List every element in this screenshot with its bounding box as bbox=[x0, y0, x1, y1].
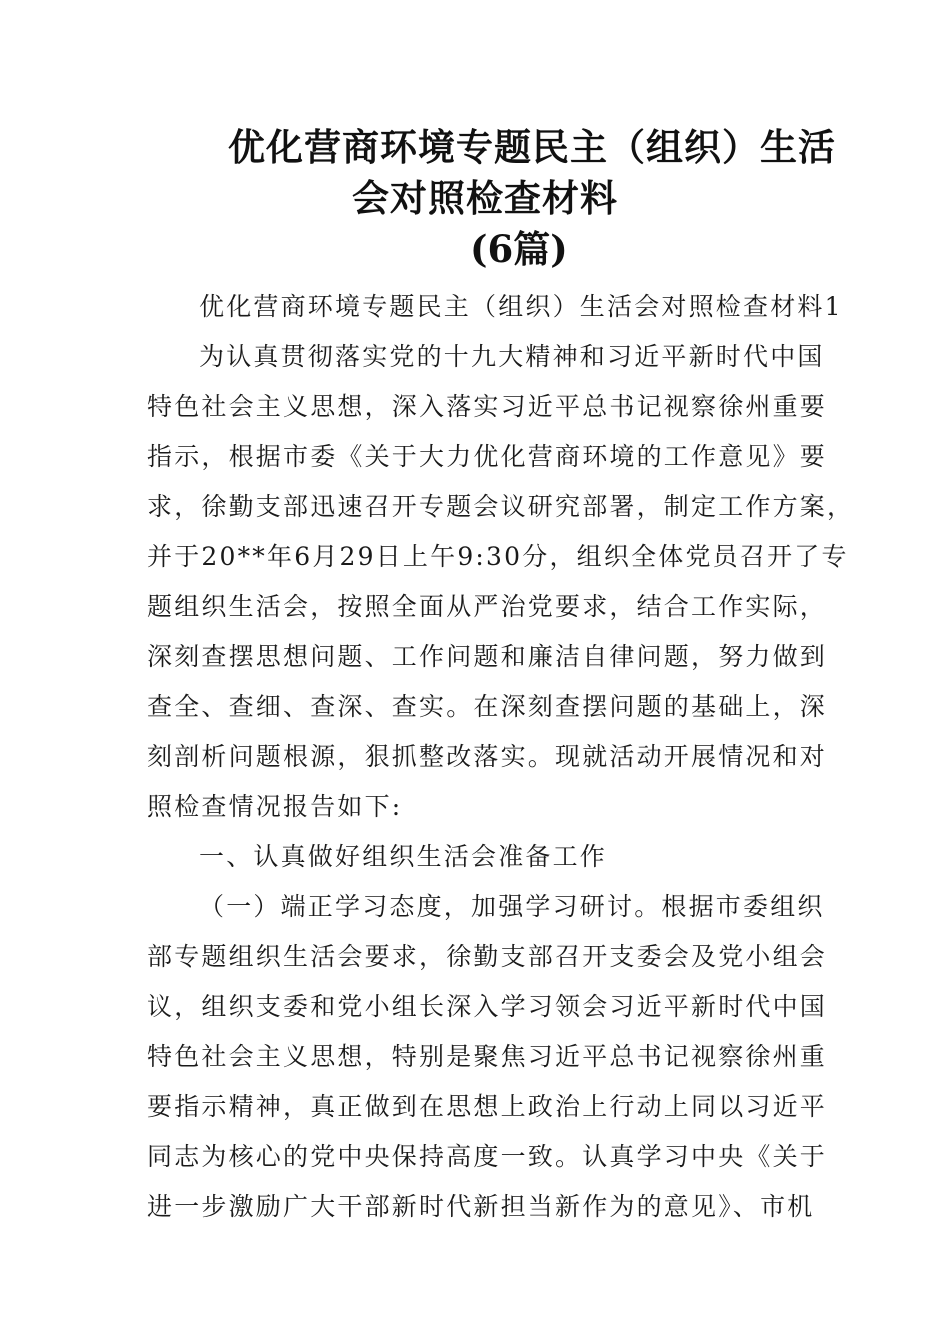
paragraph-line: 题组织生活会，按照全面从严治党要求，结合工作实际， bbox=[147, 592, 828, 621]
paragraph-line: 特色社会主义思想，深入落实习近平总书记视察徐州重要 bbox=[147, 392, 828, 421]
paragraph-line: 求，徐勤支部迅速召开专题会议研究部署，制定工作方案， bbox=[147, 492, 855, 521]
paragraph-line: 照检查情况报告如下: bbox=[147, 792, 403, 821]
paragraph-line: 查全、查细、查深、查实。在深刻查摆问题的基础上，深 bbox=[147, 692, 828, 721]
paragraph-line: 进一步激励广大干部新时代新担当新作为的意见》、市机 bbox=[147, 1192, 815, 1221]
document-body bbox=[147, 282, 855, 1232]
paragraph-line: 要指示精神，真正做到在思想上政治上行动上同以习近平 bbox=[147, 1092, 828, 1121]
paragraph-line: 部专题组织生活会要求，徐勤支部召开支委会及党小组会 bbox=[147, 942, 828, 971]
paragraph-line: 深刻查摆思想问题、工作问题和廉洁自律问题，努力做到 bbox=[147, 642, 828, 671]
paragraph-line: 并于20**年6月29日上午9:30分，组织全体党员召开了专 bbox=[147, 542, 849, 571]
section-heading: 一、认真做好组织生活会准备工作 bbox=[199, 842, 608, 871]
paragraph-line: 指示，根据市委《关于大力优化营商环境的工作意见》要 bbox=[147, 442, 828, 471]
paragraph-line: 议，组织支委和党小组长深入学习领会习近平新时代中国 bbox=[147, 992, 828, 1021]
document-title-line-2: 会对照检查材料 bbox=[352, 176, 618, 220]
paragraph-line: 刻剖析问题根源，狠抓整改落实。现就活动开展情况和对 bbox=[147, 742, 828, 771]
section-subtitle: 优化营商环境专题民主（组织）生活会对照检查材料1 bbox=[199, 292, 843, 321]
document-title-line-1: 优化营商环境专题民主（组织）生活 bbox=[228, 125, 836, 169]
document-title-count: (6篇) bbox=[470, 227, 568, 271]
paragraph-line: 为认真贯彻落实党的十九大精神和习近平新时代中国 bbox=[199, 342, 825, 371]
paragraph-line: （一）端正学习态度，加强学习研讨。根据市委组织 bbox=[199, 892, 825, 921]
paragraph-line: 同志为核心的党中央保持高度一致。认真学习中央《关于 bbox=[147, 1142, 828, 1171]
paragraph-line: 特色社会主义思想，特别是聚焦习近平总书记视察徐州重 bbox=[147, 1042, 828, 1071]
